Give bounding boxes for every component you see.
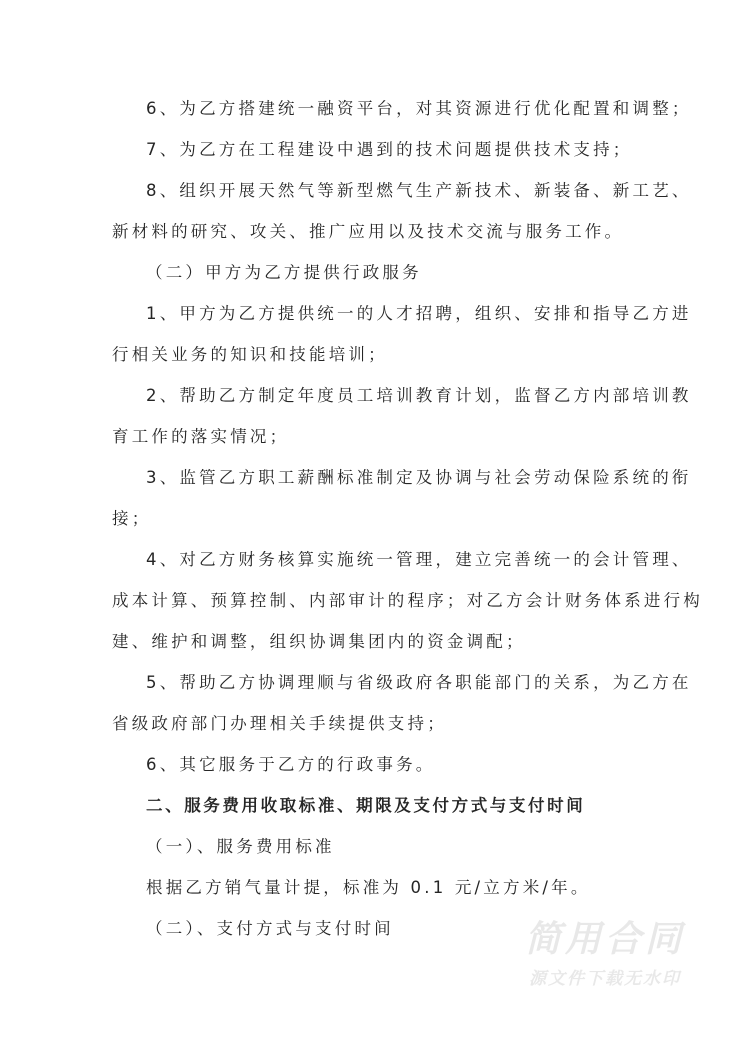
admin-item-4-continued-2: 建、维护和调整，组织协调集团内的资金调配； (112, 632, 526, 651)
list-item-7: 7、为乙方在工程建设中遇到的技术问题提供技术支持； (146, 140, 633, 159)
admin-item-4: 4、对乙方财务核算实施统一管理，建立完善统一的会计管理、 (146, 550, 692, 569)
list-item-8: 8、组织开展天然气等新型燃气生产新技术、新装备、新工艺、 (146, 181, 692, 200)
section-heading-fees: 二、服务费用收取标准、期限及支付方式与支付时间 (146, 796, 586, 815)
admin-item-1: 1、甲方为乙方提供统一的人才招聘，组织、安排和指导乙方进 (146, 304, 692, 323)
list-item-6: 6、为乙方搭建统一融资平台，对其资源进行优化配置和调整； (146, 99, 692, 118)
admin-item-1-continued: 行相关业务的知识和技能培训； (112, 345, 388, 364)
admin-item-3-continued: 接； (112, 509, 152, 528)
admin-item-6: 6、其它服务于乙方的行政事务。 (146, 755, 436, 774)
list-item-8-continued: 新材料的研究、攻关、推广应用以及技术交流与服务工作。 (112, 222, 625, 241)
admin-item-3: 3、监管乙方职工薪酬标准制定及协调与社会劳动保险系统的衔 (146, 468, 692, 487)
admin-item-4-continued-1: 成本计算、预算控制、内部审计的程序；对乙方会计财务体系进行构 (112, 591, 703, 610)
watermark-subtitle: 源文件下载无水印 (529, 969, 681, 989)
admin-item-5: 5、帮助乙方协调理顺与省级政府各职能部门的关系，为乙方在 (146, 673, 692, 692)
section-heading-admin-services: （二）甲方为乙方提供行政服务 (146, 263, 422, 282)
subsection-payment-method: （二）、支付方式与支付时间 (146, 919, 394, 938)
admin-item-5-continued: 省级政府部门办理相关手续提供支持； (112, 714, 447, 733)
fee-standard-text: 根据乙方销气量计提，标准为 0.1 元/立方米/年。 (146, 878, 591, 897)
watermark (510, 918, 700, 992)
watermark-title: 简用合同 (524, 919, 685, 960)
subsection-fee-standard: （一）、服务费用标准 (146, 837, 335, 856)
admin-item-2-continued: 育工作的落实情况； (112, 427, 290, 446)
admin-item-2: 2、帮助乙方制定年度员工培训教育计划，监督乙方内部培训教 (146, 386, 692, 405)
